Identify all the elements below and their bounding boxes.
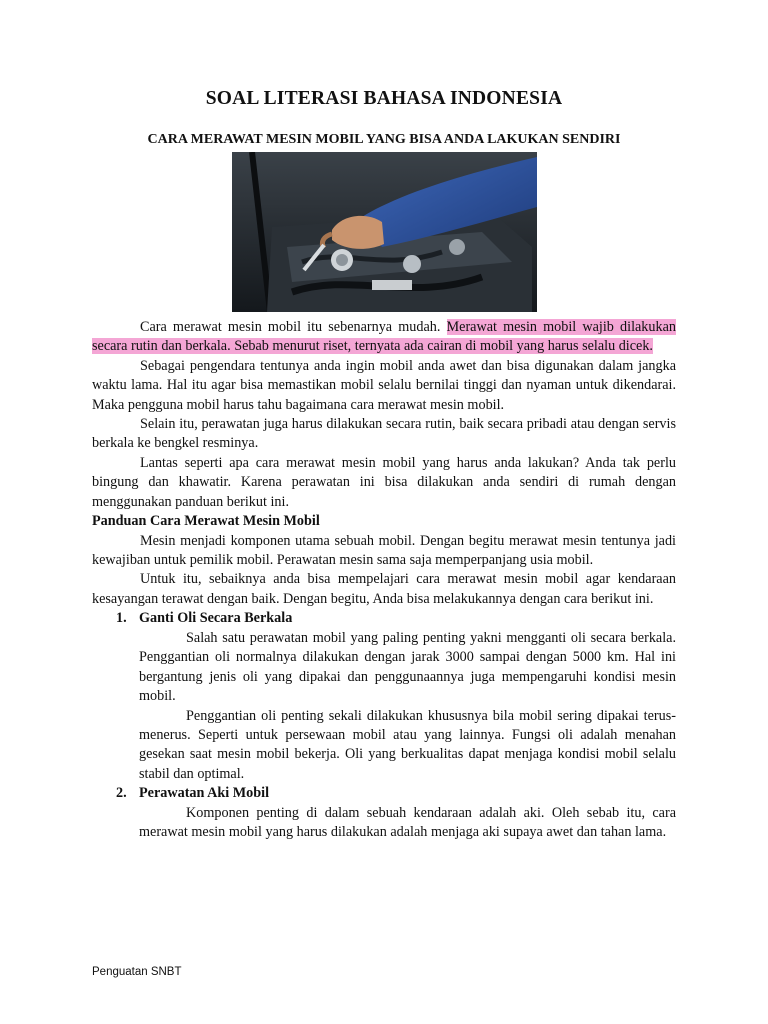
list-item-heading: Perawatan Aki Mobil bbox=[139, 785, 270, 802]
guide-list bbox=[92, 609, 676, 842]
section-paragraph-2: Untuk itu, sebaiknya anda bisa mempelajari cara merawat mesin mobil agar kendaraan kesayangan terawat dengan baik. Dengan begitu, Anda bisa melakukannya dengan cara berikut ini. bbox=[92, 571, 676, 607]
list-item-heading: Ganti Oli Secara Berkala bbox=[139, 610, 293, 627]
intro-paragraph-2: Sebagai pengendara tentunya anda ingin mobil anda awet dan bisa digunakan dalam jangka waktu lama. Hal itu agar bisa memastikan mobil selalu bernilai tinggi dan nyaman untuk dikendarai. Maka pengguna mobil harus tahu bagaimana cara merawat mesin mobil. bbox=[92, 357, 676, 413]
list-item bbox=[92, 784, 676, 842]
list-number: 1. bbox=[116, 610, 127, 627]
article-body bbox=[92, 318, 676, 843]
highlighted-text: Merawat mesin mobil wajib dilakukan secara rutin dan berkala. Sebab menurut riset, ternyata ada cairan di mobil yang harus selalu dicek. bbox=[92, 319, 676, 355]
article-title: CARA MERAWAT MESIN MOBIL YANG BISA ANDA LAKUKAN SENDIRI bbox=[147, 132, 621, 147]
intro-paragraph-1 bbox=[92, 318, 676, 357]
list-number: 2. bbox=[116, 785, 127, 802]
page-footer: Penguatan SNBT bbox=[92, 966, 182, 978]
section-paragraph-1: Mesin menjadi komponen utama sebuah mobil. Dengan begitu merawat mesin tentunya jadi kewajiban untuk pemilik mobil. Perawatan mesin sama saja memperpanjang usia mobil. bbox=[92, 532, 676, 569]
engine-maintenance-photo bbox=[232, 152, 537, 312]
intro-paragraph-4: Lantas seperti apa cara merawat mesin mobil yang harus anda lakukan? Anda tak perlu bingung dan khawatir. Karena perawatan ini bisa dilakukan anda sendiri di rumah dengan menggunakan panduan berikut ini. bbox=[92, 454, 676, 510]
section-heading: Panduan Cara Merawat Mesin Mobil bbox=[92, 513, 320, 530]
list-item-paragraph: Salah satu perawatan mobil yang paling penting yakni mengganti oli secara berkala. Penggantian oli normalnya dilakukan dengan jarak 3000 sampai dengan 5000 km. Hal ini bergantung jenis oli yang dipakai dan penggunaannya juga mempengaruhi kondisi mesin mobil. bbox=[139, 629, 676, 705]
list-item bbox=[92, 609, 676, 784]
intro-text: Cara merawat mesin mobil itu sebenarnya mudah. bbox=[140, 319, 447, 335]
intro-paragraph-3: Selain itu, perawatan juga harus dilakukan secara rutin, baik secara pribadi atau dengan servis berkala ke bengkel resminya. bbox=[92, 416, 676, 452]
document-title: SOAL LITERASI BAHASA INDONESIA bbox=[205, 88, 563, 109]
list-item-paragraph: Komponen penting di dalam sebuah kendaraan adalah aki. Oleh sebab itu, cara merawat mesin mobil yang harus dilakukan adalah menjaga aki supaya awet dan tahan lama. bbox=[139, 804, 676, 841]
list-item-paragraph: Penggantian oli penting sekali dilakukan khususnya bila mobil sering dipakai terus-menerus. Seperti untuk persewaan mobil atau yang lainnya. Fungsi oli adalah menahan gesekan saat mesin mobil bekerja. Oli yang berkualitas dapat menjaga kondisi mobil selalu stabil dan optimal. bbox=[139, 707, 676, 782]
